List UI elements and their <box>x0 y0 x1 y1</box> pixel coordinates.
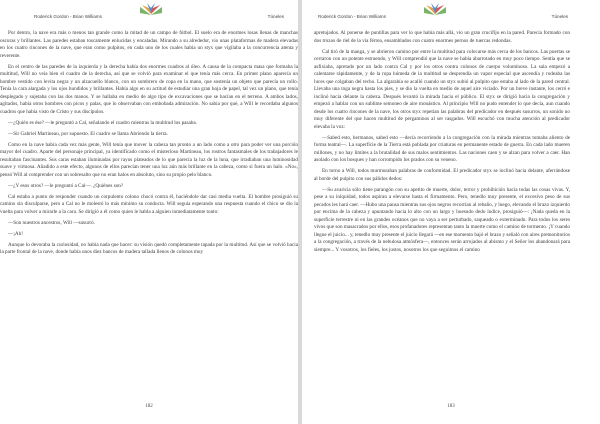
page-number: 183 <box>447 404 455 409</box>
paragraph: —Su avaricia sólo tiene parangón con su apetito de muerte, dolor, terror y prohibición hacia todas las cosas vivas. Y, pese a su iniquidad, todos aspiran a elevarse hasta el firmamento. Pero, tenedlo muy presente, el excesivo peso de sus pecados les hará caer. —Hubo una pausa mientras sus ojos negros recorrían al rebaño, y luego, elevando el brazo izquierdo por encima de la cabeza y apuntando hacia lo alto con un largo y huesudo dedo índice, prosiguió—: ¡Nada queda en la superficie terrestre ni en las grandes océanos que no vaya a ser perturbado, saqueado o exterminado. Para todos los seres vivos que son masacrados por ellos, esos profanadores representan tanto la muerte como el camino de tormento. ¡Y cuando llegue el juicio... y, tenedlo muy presente el juicio llegará —en ese momento bajó el brazo y señaló con aires premonitorios a la congregación, a través de la nebulosa atmósfera—, entonces serán arrojados al abismo y el Señor los abandonará para siempre... Y vosotros, los fieles, los justos, nosotros los que seguimos el camino <box>314 186 570 253</box>
paragraph: —¿Quién es ése? —le preguntó a Cal, señalando el cuadro mientras la multitud los pasaba. <box>8 119 197 126</box>
paragraph: —Sir Gabriel Martineau, por supuesto. El cuadro se llama Abriendo la tierra. <box>8 130 168 137</box>
paragraph: —¡Ah! <box>8 230 23 237</box>
paragraph: Por dentro, la nave era más o menos tan grande como la mitad de un campo de fútbol. El suelo era de enormes losas llenas de manchas oscuras y brillantes. Las paredes estaban toscamente enlucidas y encaladas. Mirando a su alrededor, vio unas plataformas de madera elevadas en los cuatro rincones de la nave, que eran como pulpitos, en cada uno de los cuales había un styx que vigilaba a la concurrencia atenta y reverente. <box>0 30 298 59</box>
running-head-title: Túneles <box>551 14 568 19</box>
paragraph: Cal tiró de la manga, y se abrieron camino por entre la multitud para colocarse más cerca de los bancos. Las puertas se cerraron con un potente estruendo, y Will comprendió que la nave se había abarrotado en muy poco tiempo. Sentía que se asfixiaba, apretado por un lado contra Cal y por los otros contra colonos de cuerpo voluminoso. La sala empezó a calentarse rápidamente, y de la ropa húmeda de la multitud se desprendía un vapor especial que ascendía y rodeaba las luces que colgaban del techo. La algarabía se acalló cuando un styx subió al pulpito que estaba al lado de la pared central. Llevaba una toga negra hasta los pies, y se dio la vuelta en medio de aquel aire viciado. Por un breve instante, los cerró e inclinó hacia delante la cabeza. Después levantó la mirada hacia el público. El styx se dirigió hacia la congregación y empezó a hablar con un sublime semoneo de aire monástico. Al principio Will no pudo entender lo que decía, aun cuando desde los cuatro rincones de la nave, los otros styx repetían las palabras del predicador en después susurros, un sonido no muy diferente del que hacen multitud de pergaminos al ser rasgados. Will escuchó con mucha atención al predicador elevaba la voz: <box>314 48 570 130</box>
paragraph: Como en la nave había cada vez más gente, Will tenía que mover la cabeza tan pronto a un lado como a otro para poder ver una porción mayor del cuadro. Aparte del personaje principal, ya identificado como el misterioso Martineau, los rostros fantasmales de los trabajadores le resultaban fascinantes. Sus caras estaban iluminadas por rayos plateados de lo que parecía la luz de la luna, que irradiaban una luminosidad suave y virtuosa. Añadido a este efecto, algunos de ellos parecían tener una luz aún más brillante en la cabeza, como si fuera un halo. «No», pensó Will al comprender con un sobresalto que no eran halos en absoluto, sino su propio pelo blanco. <box>0 141 298 178</box>
paragraph: En el centro de las paredes de la izquierda y la derecha había dos enormes cuadros al óleo. A causa de la compacta masa que formaba la multitud, Will no veía bien el cuadro de la derecha, así que se volvió para examinar el que tenía más cerca. En primer plano aparecía un hombre vestido con levita negra y un alzacuello blanco, con un sombrero de copa en la mano, que sostenía un objeto que parecía un rollo. Tenía la cara alargada y los ojos hundidos y brillantes. Había algo en su actitud de estudiar una gran hoja de papel, tal vez un plano, que tenía desplegado y sujetaba con las dos manos. Y se hallaba en medio de algo tipo de excavaciones que se hacían en el terreno. A ambos lados, agitados, había otros hombres con picos y palas, que lo observaban con embobada admiración. No sabía por qué, a Will le recordaba algunos cuadros que había visto de Cristo y sus discípulos. <box>0 63 298 115</box>
running-head-title: Túneles <box>267 14 284 19</box>
paragraph: apretujados. Al ponerse de puntillas para ver lo que había más allá, vio un gran crucifijo en la pared. Parecía formado con dos trozos de riel de la vía férrea, ensamblados con cuatro enormes pernos de tuercas redondas. <box>314 30 570 44</box>
right-page-body <box>302 30 600 392</box>
paragraph: En torno a Will, todos murmuraban palabras de conformidad. El predicador styx se inclinó hacia delante, aferrándose al borde del pulpito con sus pálidos dedos: <box>314 168 570 182</box>
paragraph: —¿Y esos otros? —le preguntó a Cal—. ¿Quiénes son? <box>8 182 124 189</box>
page-number: 182 <box>145 404 153 409</box>
paragraph: Cal estaba a punto de responder cuando un corpulento colono chocó contra él, haciéndole dar casi media vuelta. El hombre prosiguió su camino sin disculparse, pero a Cal no le molestó lo más mínimo su conducta. Will seguía esperando una respuesta cuando el chico se dio la vuelta para volver a mirarle a la cara. Se dirigió a él como quien le habla a alguien inmediatamente tonto: <box>0 193 298 215</box>
running-head-author: Roderick Gordon - Brian Williams <box>318 14 386 19</box>
left-page-body <box>0 30 298 392</box>
paragraph: —Son nuestros ancestros, Will —susurró. <box>8 219 96 226</box>
paragraph: —Sabed esto, hermanos, sabed esto —decía recorriendo a la congregación con la mirada mientras tomaba aliento de forma teatral—. La superficie de la Tierra está poblada por criaturas en permanente estado de guerra. En cada lado mueren millones, y no hay límites a la brutalidad de sus malos sentimientos. Las naciones caen y se alzan para volver a caer. Han asolado con los bosques y han corrompido los prados con su veneno. <box>314 134 570 163</box>
paragraph: Aunque lo devoraba la curiosidad, no había nada que hacer: su visión quedó completamente tapada por la multitud. Así que se volvió hacia la parte frontal de la nave, donde había unos diez bancos de madera tallada llenos de colonos muy <box>0 241 298 255</box>
running-head-author: Roderick Gordon - Brian Williams <box>34 14 102 19</box>
